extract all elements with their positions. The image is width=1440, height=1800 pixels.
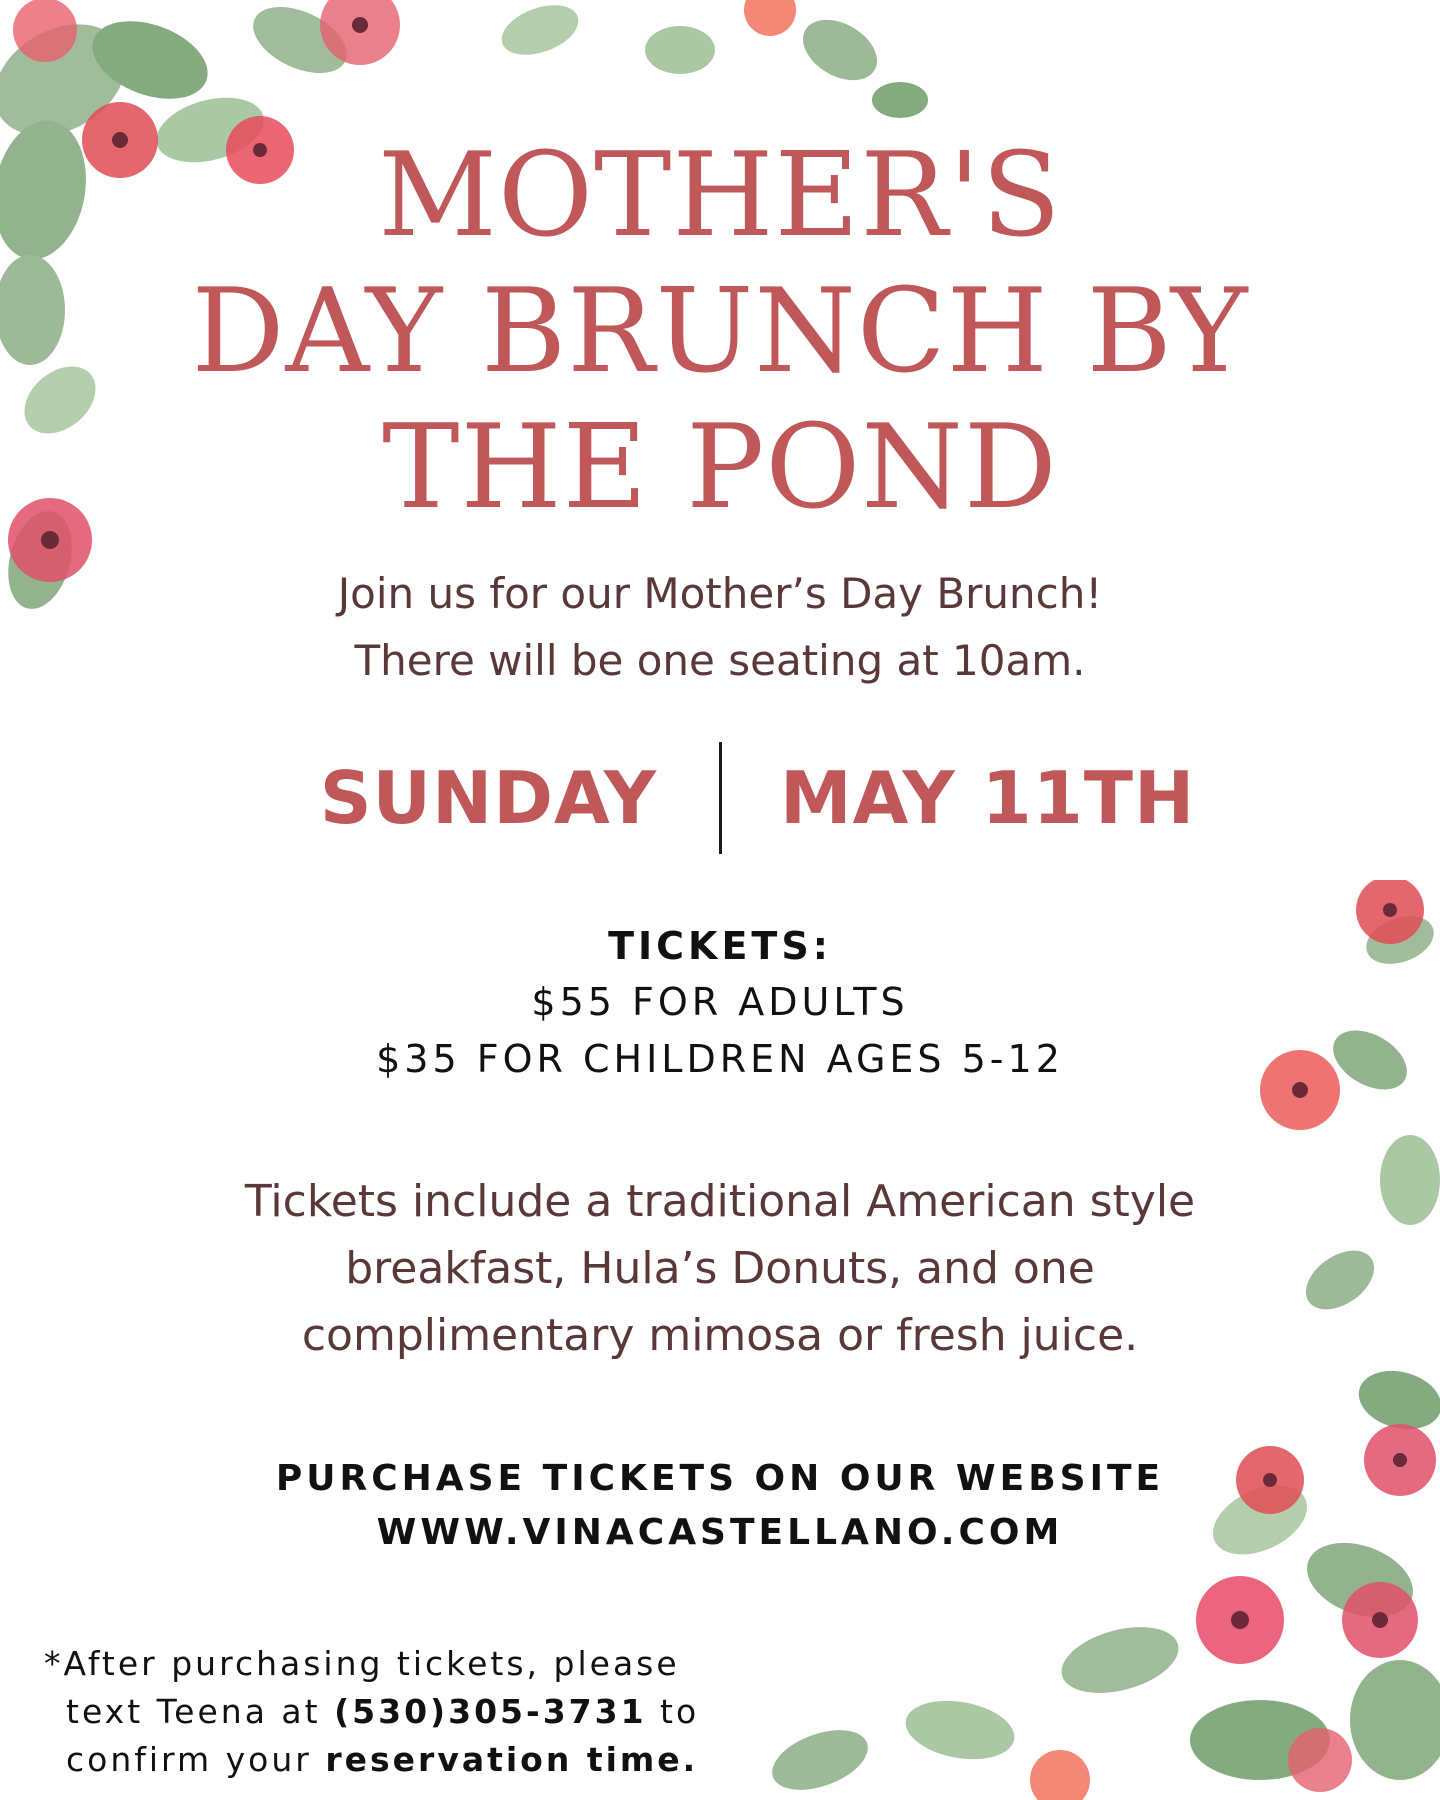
title-line-3: THE POND: [382, 400, 1058, 535]
title-line-1: MOTHER'S: [378, 128, 1062, 263]
reservation-time-text: reservation time.: [325, 1740, 699, 1779]
tickets-includes: [0, 1168, 1440, 1369]
includes-line-2: breakfast, Hula’s Donuts, and one: [345, 1243, 1095, 1294]
ticket-price-children: $35 FOR CHILDREN AGES 5-12: [376, 1037, 1064, 1081]
intro-line-1: Join us for our Mother’s Day Brunch!: [337, 569, 1103, 618]
ticket-price-adults: $55 FOR ADULTS: [531, 980, 909, 1024]
phone-number[interactable]: (530)305-3731: [334, 1692, 647, 1731]
event-day: SUNDAY: [319, 756, 657, 840]
date-divider: [719, 742, 722, 854]
title-line-2: DAY BRUNCH BY: [191, 264, 1249, 399]
intro-line-2: There will be one seating at 10am.: [354, 636, 1086, 685]
note-text: text Teena at: [66, 1692, 335, 1731]
note-text: to: [646, 1692, 700, 1731]
date-row: [0, 742, 1440, 854]
purchase-text: PURCHASE TICKETS ON OUR WEBSITE: [275, 1458, 1165, 1499]
note-line-2: [44, 1688, 744, 1736]
website-link[interactable]: WWW.VINACASTELLANO.COM: [376, 1512, 1064, 1553]
note-line-3: [44, 1736, 744, 1784]
event-date: MAY 11TH: [780, 756, 1196, 840]
note-text: confirm your: [66, 1740, 326, 1779]
note-line-1: *After purchasing tickets, please: [44, 1644, 680, 1683]
includes-line-1: Tickets include a traditional American style: [244, 1176, 1196, 1227]
intro-text: [0, 560, 1440, 694]
purchase-section: [0, 1452, 1440, 1560]
includes-line-3: complimentary mimosa or fresh juice.: [301, 1310, 1139, 1361]
tickets-heading: TICKETS:: [608, 924, 832, 968]
event-title: [0, 128, 1440, 536]
reservation-note: [44, 1640, 744, 1784]
tickets-section: [0, 918, 1440, 1088]
